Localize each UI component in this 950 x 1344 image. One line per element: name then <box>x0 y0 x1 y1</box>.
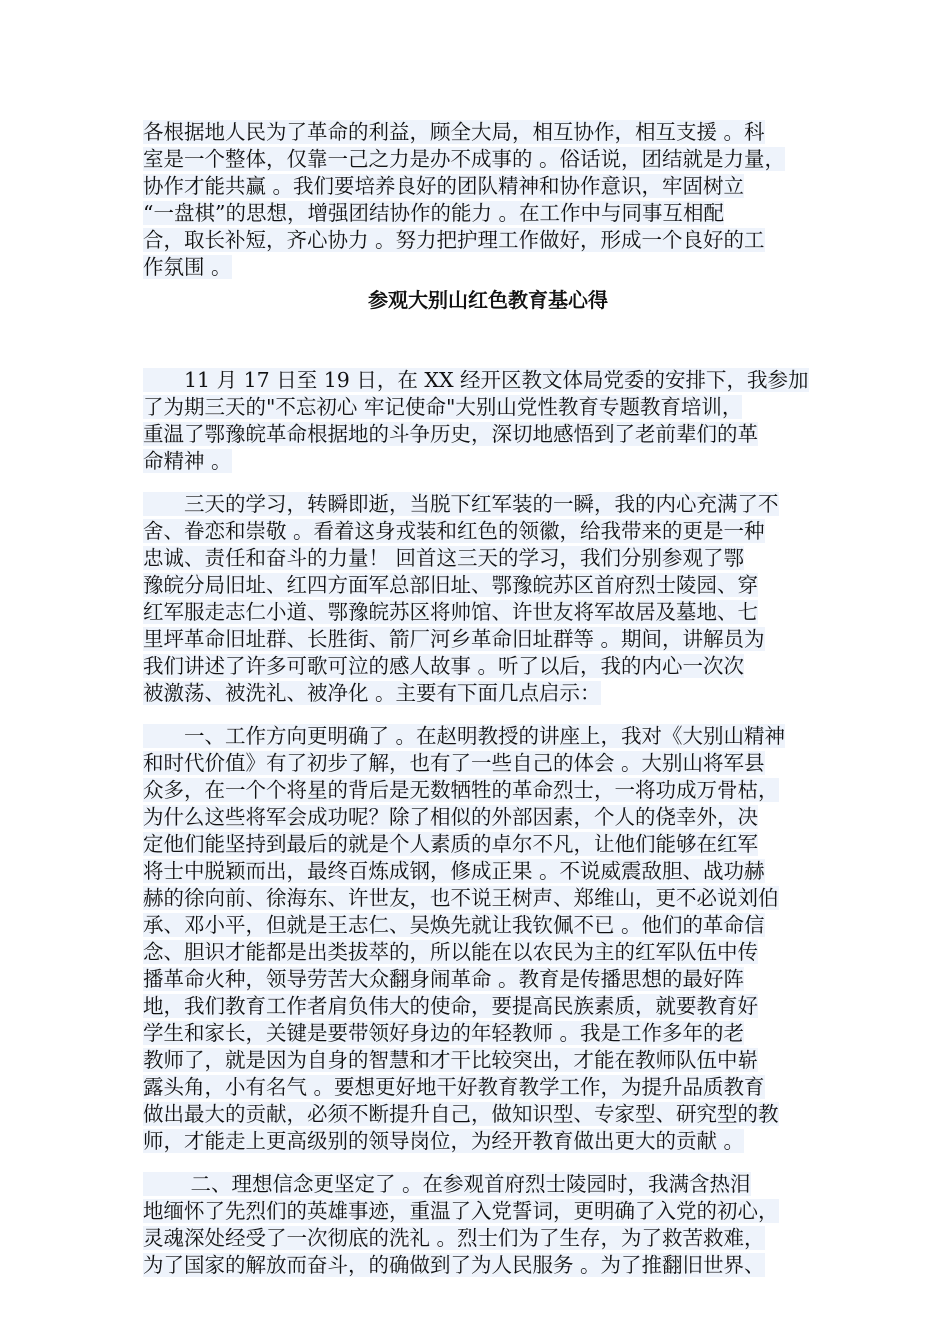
text-line-content: 室是一个整体，仅靠一己之力是办不成事的 。俗话说，团结就是力量， <box>143 147 786 171</box>
text-line-content: 忠诚、责任和奋斗的力量！ 回首这三天的学习，我们分别参观了鄂 <box>143 546 745 570</box>
text-line-content: 为什么这些将军会成功呢？除了相似的外部因素，个人的侥幸外，决 <box>143 805 758 829</box>
text-line-content: 为了国家的解放而奋斗，的确做到了为人民服务 。为了推翻旧世界、 <box>143 1253 765 1277</box>
text-line-content: 承、邓小平，但就是王志仁、吴焕先就让我钦佩不已 。他们的革命信 <box>143 913 765 937</box>
text-line <box>143 1225 833 1252</box>
text-line-content: 学生和家长，关键是要带领好身边的年轻教师 。我是工作多年的老 <box>143 1021 745 1045</box>
text-line <box>143 653 833 680</box>
text-line-content: 11 月 17 日至 19 日，在 XX 经开区教文体局党委的安排下，我参加 <box>143 368 809 392</box>
paragraph-2 <box>143 491 833 707</box>
text-line-content: 作氛围 。 <box>143 255 232 279</box>
text-line <box>143 966 833 993</box>
text-line-content: “一盘棋”的思想，增强团结协作的能力 。在工作中与同事互相配 <box>143 201 724 225</box>
text-line-content: 和时代价值》有了初步了解，也有了一些自己的体会 。大别山将军县 <box>143 751 765 775</box>
text-line <box>143 885 833 912</box>
text-line-content: 教师了，就是因为自身的智慧和才干比较突出，才能在教师队伍中崭 <box>143 1048 758 1072</box>
text-line <box>143 858 833 885</box>
paragraph-3 <box>143 723 833 1155</box>
text-line <box>143 518 833 545</box>
text-line <box>143 173 833 200</box>
text-line-content: 协作才能共赢 。我们要培养良好的团队精神和协作意识，牢固树立 <box>143 174 745 198</box>
text-line-content: 定他们能坚持到最后的就是个人素质的卓尔不凡，让他们能够在红军 <box>143 832 758 856</box>
text-line-content: 命精神 。 <box>143 449 232 473</box>
text-line-content: 豫皖分局旧址、红四方面军总部旧址、鄂豫皖苏区首府烈士陵园、穿 <box>143 573 758 597</box>
text-line <box>143 750 833 777</box>
text-line-content: 合，取长补短，齐心协力 。努力把护理工作做好，形成一个良好的工 <box>143 228 765 252</box>
document-body <box>143 367 833 1279</box>
text-line-content: 露头角，小有名气 。要想更好地干好教育教学工作，为提升品质教育 <box>143 1075 765 1099</box>
text-line <box>143 1047 833 1074</box>
paragraph-4 <box>143 1171 833 1279</box>
text-line <box>143 804 833 831</box>
text-line <box>143 227 833 254</box>
text-line <box>143 1252 833 1279</box>
text-line-content: 做出最大的贡献，必须不断提升自己，做知识型、专家型、研究型的教 <box>143 1102 779 1126</box>
text-line-content: 重温了鄂豫皖革命根据地的斗争历史，深切地感悟到了老前辈们的革 <box>143 422 758 446</box>
document-title: 参观大别山红色教育基心得 <box>368 288 608 312</box>
text-line-content: 我们讲述了许多可歌可泣的感人故事 。听了以后，我的内心一次次 <box>143 654 745 678</box>
text-line <box>143 939 833 966</box>
text-line-content: 二、理想信念更坚定了 。在参观首府烈士陵园时，我满含热泪 <box>143 1172 751 1196</box>
text-line <box>143 572 833 599</box>
text-line-content: 红军服走志仁小道、鄂豫皖苏区将帅馆、许世友将军故居及墓地、七 <box>143 600 758 624</box>
text-line-content: 了为期三天的"不忘初心 牢记使命"大别山党性教育专题教育培训， <box>143 395 743 419</box>
paragraph <box>143 119 833 281</box>
text-line <box>143 831 833 858</box>
text-line <box>143 1171 833 1198</box>
text-line-content: 地，我们教育工作者肩负伟大的使命，要提高民族素质，就要教育好 <box>143 994 758 1018</box>
text-line <box>143 394 833 421</box>
text-line <box>143 993 833 1020</box>
text-line <box>143 1128 833 1155</box>
text-line <box>143 545 833 572</box>
text-line-content: 播革命火种，领导劳苦大众翻身闹革命 。教育是传播思想的最好阵 <box>143 967 745 991</box>
text-line-content: 赫的徐向前、徐海东、许世友，也不说王树声、郑维山，更不必说刘伯 <box>143 886 779 910</box>
text-line-content: 将士中脱颖而出，最终百炼成钢，修成正果 。不说威震敌胆、战功赫 <box>143 859 765 883</box>
text-line-content: 众多，在一个个将星的背后是无数牺牲的革命烈士，一将功成万骨枯， <box>143 778 779 802</box>
text-line <box>143 200 833 227</box>
text-line <box>143 599 833 626</box>
intro-paragraph <box>143 119 833 281</box>
text-line <box>143 1074 833 1101</box>
text-line <box>143 367 833 394</box>
text-line-content: 里坪革命旧址群、长胜街、箭厂河乡革命旧址群等 。期间，讲解员为 <box>143 627 765 651</box>
text-line <box>143 421 833 448</box>
text-line-content: 被激荡、被洗礼、被净化 。主要有下面几点启示： <box>143 681 601 705</box>
text-line <box>143 626 833 653</box>
text-line <box>143 777 833 804</box>
text-line <box>143 491 833 518</box>
text-line-content: 师，才能走上更高级别的领导岗位，为经开教育做出更大的贡献 。 <box>143 1129 745 1153</box>
text-line <box>143 912 833 939</box>
text-line <box>143 680 833 707</box>
text-line <box>143 1020 833 1047</box>
text-line-content: 地缅怀了先烈们的英雄事迹，重温了入党誓词，更明确了入党的初心， <box>143 1199 779 1223</box>
text-line <box>143 448 833 475</box>
text-line-content: 念、胆识才能都是出类拔萃的，所以能在以农民为主的红军队伍中传 <box>143 940 758 964</box>
paragraph-1 <box>143 367 833 475</box>
text-line-content: 各根据地人民为了革命的利益，顾全大局，相互协作，相互支援 。科 <box>143 120 765 144</box>
text-line-content: 舍、眷恋和崇敬 。看着这身戎装和红色的领徽，给我带来的更是一种 <box>143 519 765 543</box>
text-line-content: 灵魂深处经受了一次彻底的洗礼 。烈士们为了生存，为了救苦救难， <box>143 1226 765 1250</box>
text-line <box>143 1198 833 1225</box>
text-line <box>143 1101 833 1128</box>
text-line-content: 三天的学习，转瞬即逝，当脱下红军装的一瞬，我的内心充满了不 <box>143 492 779 516</box>
text-line <box>143 254 833 281</box>
text-line <box>143 119 833 146</box>
text-line <box>143 723 833 750</box>
text-line <box>143 146 833 173</box>
text-line-content: 一、工作方向更明确了 。在赵明教授的讲座上，我对《大别山精神 <box>143 724 786 748</box>
